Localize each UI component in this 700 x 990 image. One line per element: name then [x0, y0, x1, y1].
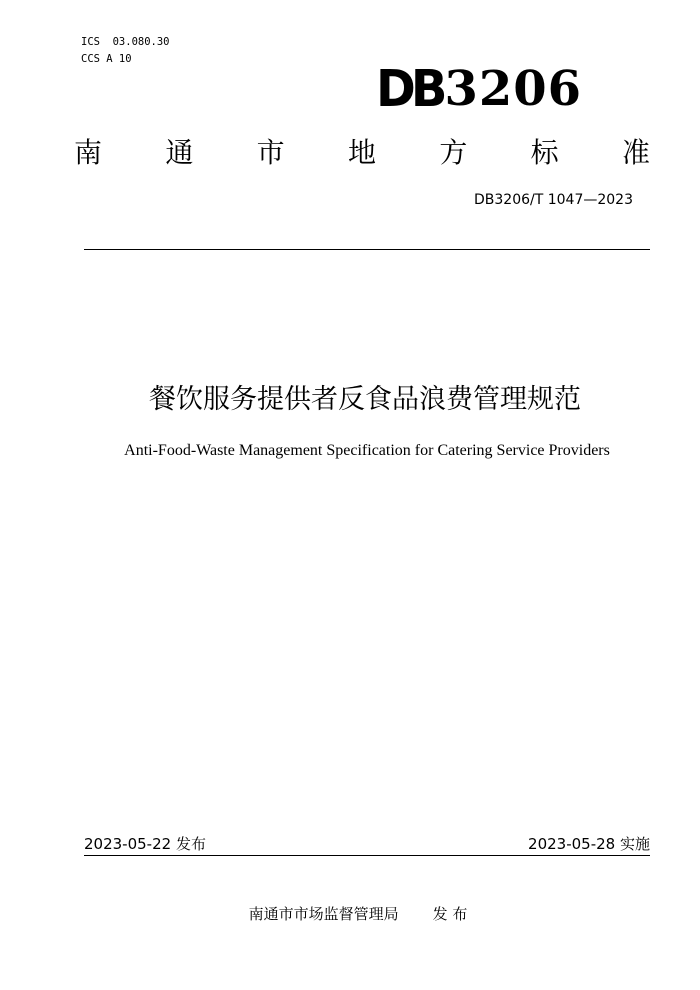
standard-type-char: 准 [621, 136, 650, 169]
standard-number: DB3206/T 1047—2023 [474, 192, 633, 208]
publisher-action: 发 布 [432, 905, 468, 923]
issue-date: 2023-05-22 发布 [84, 835, 206, 853]
standard-type-heading [74, 134, 650, 172]
standard-type-char: 方 [439, 136, 468, 169]
publisher-name: 南通市市场监督管理局 [248, 905, 399, 923]
ccs-code: CCS A 10 [81, 53, 132, 65]
ics-code: ICS 03.080.30 [81, 36, 170, 48]
standard-type-char: 地 [347, 136, 376, 169]
bottom-divider [84, 855, 650, 856]
standard-type-char: 南 [74, 136, 103, 169]
title-chinese: 餐饮服务提供者反食品浪费管理规范 [149, 384, 581, 415]
top-divider [84, 249, 650, 250]
db-logo [376, 59, 583, 119]
logo-code: 3206 [444, 61, 583, 117]
publisher-line [0, 904, 700, 924]
standard-type-char: 通 [165, 136, 194, 169]
implementation-date: 2023-05-28 实施 [528, 835, 650, 853]
standard-type-char: 市 [256, 136, 285, 169]
logo-prefix: DB [376, 59, 443, 119]
classification-codes [81, 34, 170, 68]
title-english: Anti-Food-Waste Management Specification for Catering Service Providers [124, 442, 610, 459]
standard-type-char: 标 [530, 136, 559, 169]
